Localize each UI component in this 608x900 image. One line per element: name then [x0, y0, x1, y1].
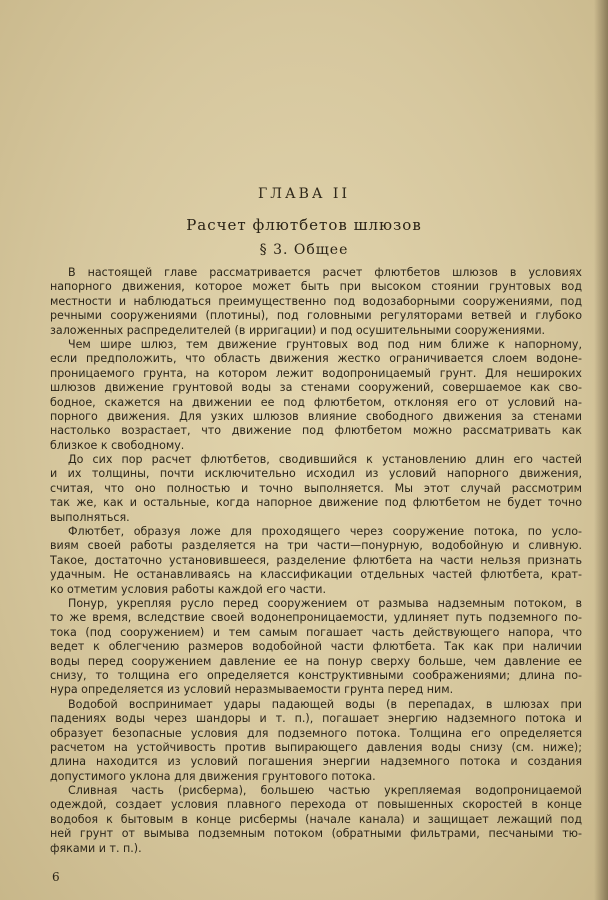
- text-line: снизу, то толщина его определяется конструктивными соображениями; длина по-: [50, 668, 582, 682]
- text-line: и их толщины, почти исключительно исходил из условий напорного движения,: [50, 467, 582, 481]
- text-line: выполняться.: [50, 510, 130, 524]
- paragraph: [50, 597, 582, 698]
- text-line: настолько возрастает, что движение под флютбетом можно рассматривать как: [50, 424, 582, 438]
- text-line: Понур, укрепляя русло перед сооружением от размыва надземным потоком, в: [68, 596, 582, 610]
- text-line: Флютбет, образуя ложе для проходящего через сооружение потока, по усло-: [68, 525, 582, 539]
- text-line: расчетом на устойчивость против выпирающего давления воды снизу (см. ниже);: [50, 740, 582, 754]
- paragraph: [50, 338, 582, 453]
- text-line: порного движения. Для узких шлюзов влияние свободного движения за стенами: [50, 409, 582, 423]
- paragraph: [50, 453, 582, 525]
- text-line: Чем шире шлюз, тем движение грунтовых вод под ним ближе к напорному,: [68, 337, 582, 351]
- text-line: ней грунт от вымыва подземным потоком (обратными фильтрами, песчаными тю-: [50, 827, 582, 841]
- text-line: воды перед сооружением давление ее на понур сверху больше, чем давление ее: [50, 654, 582, 668]
- text-line: падениях воды через шандоры и т. п.), погашает энергию надземного потока и: [50, 712, 582, 726]
- text-line: шлюзов движение грунтовой воды за стенами сооружений, совершаемое как сво-: [50, 381, 582, 395]
- text-line: заложенных распределителей (в ирригации) и под осушительными сооружениями.: [50, 323, 546, 337]
- text-line: Такое, достаточно установившееся, разделение флютбета на части нельзя признать: [50, 553, 582, 567]
- text-line: если предположить, что область движения жестко ограничивается слоем водоне-: [50, 352, 582, 366]
- text-line: так же, как и остальные, когда напорное движение под флютбетом не будет точно: [50, 496, 582, 510]
- text-line: В настоящей главе рассматривается расчет флютбетов шлюзов в условиях: [68, 266, 582, 279]
- text-line: фяками и т. п.).: [50, 841, 142, 855]
- text-line: одеждой, создает условия плавного перехода от повышенных скоростей в конце: [50, 798, 582, 812]
- text-line: тока (под сооружением) и тем самым погашает часть действующего напора, что: [50, 625, 582, 639]
- text-line: речными сооружениями (плотины), под головными регуляторами ветвей и глубоко: [50, 309, 582, 323]
- text-line: то же время, вследствие своей водонепроницаемости, удлиняет путь подземного по-: [50, 611, 582, 625]
- paragraph: [50, 525, 582, 597]
- paragraph: [50, 698, 582, 784]
- chapter-title: Расчет флютбетов шлюзов: [186, 216, 422, 234]
- text-line: проницаемого грунта, на котором лежит водопроницаемый грунт. Для неширокиx: [50, 366, 582, 380]
- text-line: близкое к свободному.: [50, 438, 185, 452]
- text-line: ко отметим условия работы каждой его части.: [50, 582, 327, 596]
- section-heading: § 3. Общее: [259, 242, 349, 258]
- text-line: Водобой воспринимает удары падающей воды (в перепадах, в шлюзах при: [68, 697, 582, 711]
- text-line: длина находится из условий погашения энергии надземного потока и создания: [50, 755, 582, 769]
- page-number: 6: [52, 870, 60, 884]
- text-line: нура определяется из условий неразмываемости грунта перед ним.: [50, 683, 454, 697]
- body-text: [50, 266, 582, 856]
- text-line: Сливная часть (рисберма), большею частью укрепляемая водопроницаемой: [68, 784, 582, 798]
- paragraph: [50, 266, 582, 338]
- text-line: удачным. Не останавливаясь на классификации отдельных частей флютбета, крат-: [50, 568, 582, 582]
- text-line: водобоя к бытовым в конце рисбермы (начале канала) и защищает лежащий под: [50, 812, 582, 826]
- text-line: виям своей работы разделяется на три части—понурную, водобойную и сливную.: [50, 539, 582, 553]
- text-line: ведет к облегчению размеров водобойной части флютбета. Так как при наличии: [50, 640, 582, 654]
- text-line: бодное, скажется на движении ее под флютбетом, отклоняя его от условий на-: [50, 395, 582, 409]
- text-line: До сих пор расчет флютбетов, сводившийся к установлению длин его частей: [68, 453, 582, 467]
- text-line: напорного движения, которое может быть при высоком стоянии грунтовых вод: [50, 280, 582, 294]
- chapter-heading: ГЛАВА II: [258, 186, 350, 202]
- text-line: образует безопасные условия для подземного потока. Толщина его определяется: [50, 726, 582, 740]
- text-line: местности и наблюдаться преимущественно под водозаборными сооружениями, под: [50, 294, 582, 308]
- text-line: считая, что оно полностью и точно выполняется. Мы этот случай рассмотрим: [50, 481, 582, 495]
- text-line: допустимого уклона для движения грунтового потока.: [50, 769, 376, 783]
- paragraph: [50, 784, 582, 856]
